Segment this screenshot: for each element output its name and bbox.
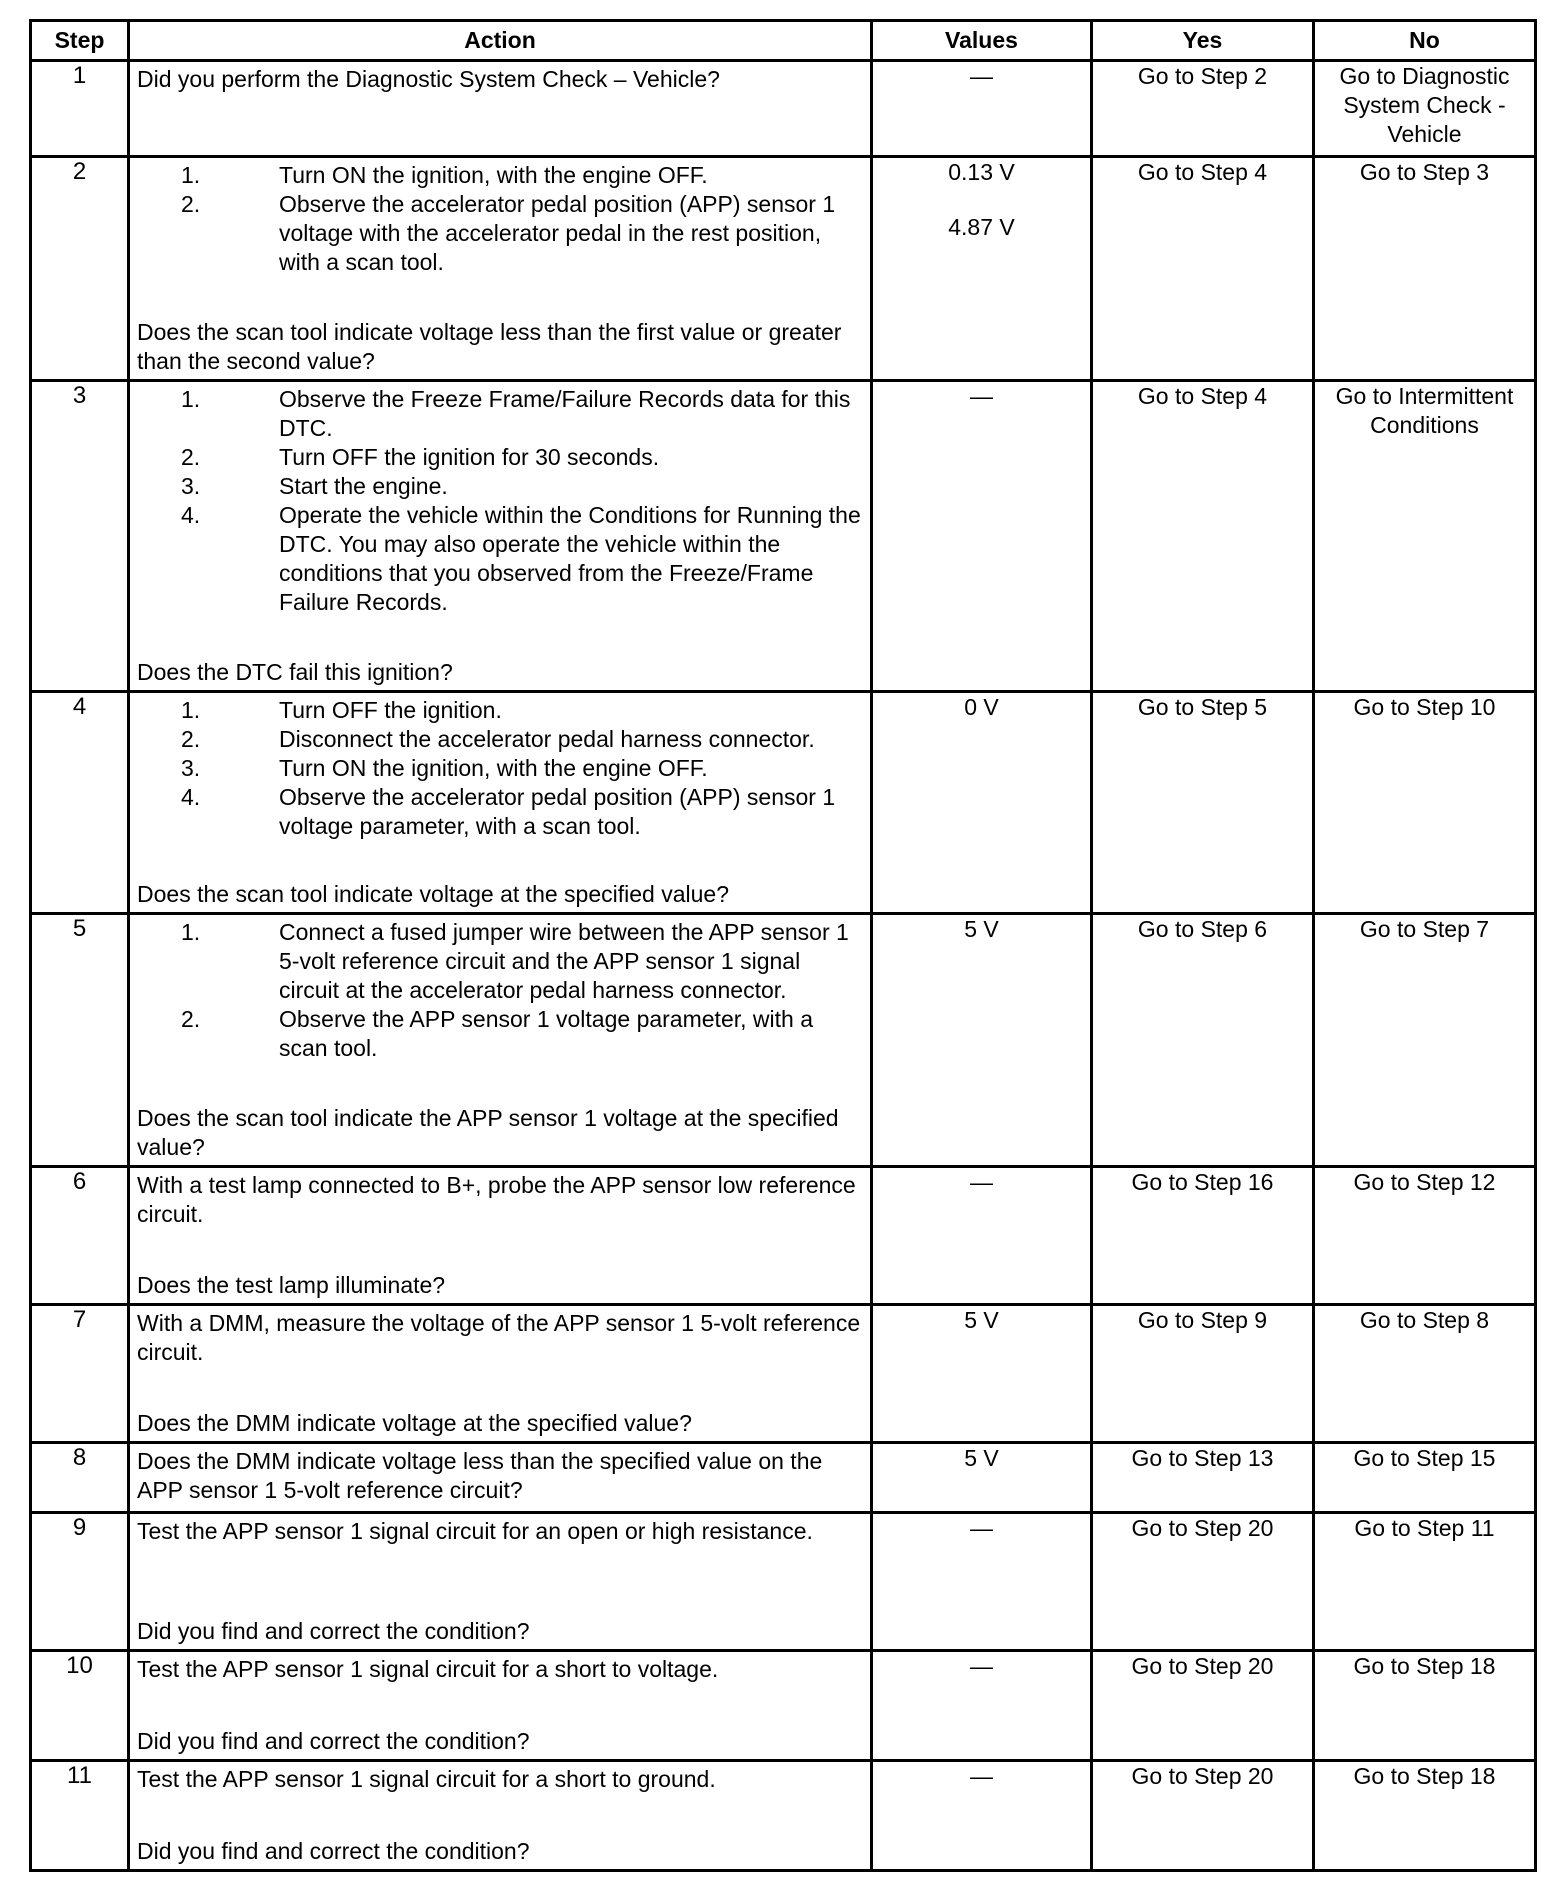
yes-cell[interactable]: Go to Step 20 xyxy=(1092,1651,1314,1761)
table-row xyxy=(31,157,1536,381)
table-row xyxy=(31,914,1536,1167)
value-text: — xyxy=(970,63,993,89)
yes-cell[interactable]: Go to Step 13 xyxy=(1092,1443,1314,1513)
values-cell xyxy=(872,1761,1092,1871)
step-number: 7 xyxy=(31,1305,129,1443)
action-step-number: 4. xyxy=(181,502,201,528)
yes-cell[interactable]: Go to Step 4 xyxy=(1092,381,1314,692)
yes-cell[interactable]: Go to Step 4 xyxy=(1092,157,1314,381)
table-row xyxy=(31,1305,1536,1443)
action-step-text: Disconnect the accelerator pedal harness connector. xyxy=(279,726,815,752)
step-number: 4 xyxy=(31,692,129,914)
action-step xyxy=(137,1005,864,1063)
action-text: Does the DMM indicate voltage less than the specified value on the APP sensor 1 5-volt reference circuit? xyxy=(137,1448,823,1503)
no-cell[interactable]: Go to Step 7 xyxy=(1314,914,1536,1167)
action-steps-list xyxy=(137,161,864,277)
action-question: Does the DTC fail this ignition? xyxy=(137,659,453,685)
step-number: 1 xyxy=(31,61,129,157)
action-step-text: Observe the Freeze Frame/Failure Records data for this DTC. xyxy=(279,386,851,441)
no-cell[interactable]: Go to Step 3 xyxy=(1314,157,1536,381)
action-step xyxy=(137,696,864,725)
header-no: No xyxy=(1314,21,1536,61)
values-cell xyxy=(872,61,1092,157)
action-step xyxy=(137,754,864,783)
value-text: — xyxy=(970,1653,993,1679)
no-cell[interactable]: Go to Diagnostic System Check - Vehicle xyxy=(1314,61,1536,157)
action-question: Does the test lamp illuminate? xyxy=(137,1272,446,1298)
header-action: Action xyxy=(129,21,872,61)
action-step xyxy=(137,501,864,617)
table-row xyxy=(31,692,1536,914)
step-number: 3 xyxy=(31,381,129,692)
header-values: Values xyxy=(872,21,1092,61)
value-text: — xyxy=(970,1169,993,1195)
action-step-number: 4. xyxy=(181,784,201,810)
action-step-number: 2. xyxy=(181,191,201,217)
action-cell xyxy=(129,1443,872,1513)
no-cell[interactable]: Go to Step 11 xyxy=(1314,1513,1536,1651)
action-step-number: 2. xyxy=(181,444,201,470)
action-cell xyxy=(129,692,872,914)
step-number: 11 xyxy=(31,1761,129,1871)
yes-cell[interactable]: Go to Step 20 xyxy=(1092,1761,1314,1871)
yes-cell[interactable]: Go to Step 5 xyxy=(1092,692,1314,914)
value-text: 0.13 V xyxy=(948,159,1015,185)
action-step-number: 3. xyxy=(181,755,201,781)
action-cell xyxy=(129,1167,872,1305)
action-step-text: Turn ON the ignition, with the engine OFF. xyxy=(279,162,708,188)
no-cell[interactable]: Go to Step 18 xyxy=(1314,1761,1536,1871)
table-row xyxy=(31,381,1536,692)
no-cell[interactable]: Go to Intermittent Conditions xyxy=(1314,381,1536,692)
value-text: 0 V xyxy=(964,694,999,720)
action-step xyxy=(137,472,864,501)
action-text: With a test lamp connected to B+, probe the APP sensor low reference circuit. xyxy=(137,1172,856,1227)
action-cell xyxy=(129,381,872,692)
table-row xyxy=(31,1167,1536,1305)
action-step-number: 1. xyxy=(181,386,201,412)
diagnostic-table xyxy=(29,19,1537,1872)
action-text: Test the APP sensor 1 signal circuit for a short to ground. xyxy=(137,1766,716,1792)
table-row xyxy=(31,1651,1536,1761)
action-step xyxy=(137,443,864,472)
action-question: Does the DMM indicate voltage at the specified value? xyxy=(137,1410,692,1436)
action-step xyxy=(137,725,864,754)
yes-cell[interactable]: Go to Step 9 xyxy=(1092,1305,1314,1443)
action-step-text: Observe the accelerator pedal position (APP) sensor 1 voltage parameter, with a scan tool. xyxy=(279,784,836,839)
table-row xyxy=(31,1443,1536,1513)
value-text: 5 V xyxy=(964,916,999,942)
action-question: Does the scan tool indicate voltage at the specified value? xyxy=(137,881,729,907)
action-steps-list xyxy=(137,918,864,1063)
no-cell[interactable]: Go to Step 10 xyxy=(1314,692,1536,914)
action-question: Did you find and correct the condition? xyxy=(137,1618,530,1644)
action-steps-list xyxy=(137,385,864,617)
action-cell xyxy=(129,914,872,1167)
action-text: Did you perform the Diagnostic System Check – Vehicle? xyxy=(137,66,720,92)
yes-cell[interactable]: Go to Step 20 xyxy=(1092,1513,1314,1651)
action-text: Test the APP sensor 1 signal circuit for a short to voltage. xyxy=(137,1656,719,1682)
step-number: 6 xyxy=(31,1167,129,1305)
action-cell xyxy=(129,157,872,381)
action-cell xyxy=(129,1305,872,1443)
values-cell xyxy=(872,1167,1092,1305)
action-question: Did you find and correct the condition? xyxy=(137,1728,530,1754)
value-text: 5 V xyxy=(964,1445,999,1471)
no-cell[interactable]: Go to Step 18 xyxy=(1314,1651,1536,1761)
action-question: Does the scan tool indicate voltage less than the first value or greater than the second value? xyxy=(137,319,842,374)
value-text: 5 V xyxy=(964,1307,999,1333)
values-cell xyxy=(872,157,1092,381)
action-step xyxy=(137,190,864,277)
value-text: — xyxy=(970,383,993,409)
action-text: Test the APP sensor 1 signal circuit for an open or high resistance. xyxy=(137,1518,813,1544)
action-step xyxy=(137,918,864,1005)
action-step-number: 1. xyxy=(181,697,201,723)
action-cell xyxy=(129,1761,872,1871)
value-text: — xyxy=(970,1515,993,1541)
values-cell xyxy=(872,1651,1092,1761)
action-step-text: Operate the vehicle within the Conditions for Running the DTC. You may also operate the vehicle within the conditions that you observed from the Freeze/Frame Failure Records. xyxy=(279,502,861,615)
value-text: 4.87 V xyxy=(948,214,1015,240)
action-step-text: Start the engine. xyxy=(279,473,448,499)
yes-cell[interactable]: Go to Step 6 xyxy=(1092,914,1314,1167)
action-step-number: 1. xyxy=(181,919,201,945)
action-step-number: 3. xyxy=(181,473,201,499)
no-cell[interactable]: Go to Step 12 xyxy=(1314,1167,1536,1305)
step-number: 5 xyxy=(31,914,129,1167)
header-step: Step xyxy=(31,21,129,61)
action-step-number: 2. xyxy=(181,726,201,752)
action-cell xyxy=(129,1651,872,1761)
table-row xyxy=(31,1513,1536,1651)
action-cell xyxy=(129,1513,872,1651)
header-row xyxy=(31,21,1536,61)
step-number: 8 xyxy=(31,1443,129,1513)
values-cell xyxy=(872,1513,1092,1651)
values-cell xyxy=(872,914,1092,1167)
values-cell xyxy=(872,381,1092,692)
table-row xyxy=(31,61,1536,157)
action-cell xyxy=(129,61,872,157)
action-text: With a DMM, measure the voltage of the APP sensor 1 5-volt reference circuit. xyxy=(137,1310,861,1365)
no-cell[interactable]: Go to Step 8 xyxy=(1314,1305,1536,1443)
step-number: 2 xyxy=(31,157,129,381)
action-step-text: Observe the accelerator pedal position (APP) sensor 1 voltage with the accelerator pedal in the rest position, with a scan tool. xyxy=(279,191,836,275)
yes-cell[interactable]: Go to Step 16 xyxy=(1092,1167,1314,1305)
header-yes: Yes xyxy=(1092,21,1314,61)
table-row xyxy=(31,1761,1536,1871)
yes-cell[interactable]: Go to Step 2 xyxy=(1092,61,1314,157)
action-question: Did you find and correct the condition? xyxy=(137,1838,530,1864)
action-step xyxy=(137,161,864,190)
step-number: 9 xyxy=(31,1513,129,1651)
values-cell xyxy=(872,692,1092,914)
action-step-text: Observe the APP sensor 1 voltage parameter, with a scan tool. xyxy=(279,1006,813,1061)
action-step-number: 1. xyxy=(181,162,201,188)
action-step xyxy=(137,783,864,841)
action-step-text: Turn ON the ignition, with the engine OFF. xyxy=(279,755,708,781)
action-question: Does the scan tool indicate the APP sensor 1 voltage at the specified value? xyxy=(137,1105,839,1160)
no-cell[interactable]: Go to Step 15 xyxy=(1314,1443,1536,1513)
action-step xyxy=(137,385,864,443)
action-step-text: Turn OFF the ignition. xyxy=(279,697,502,723)
action-step-text: Turn OFF the ignition for 30 seconds. xyxy=(279,444,660,470)
action-step-text: Connect a fused jumper wire between the APP sensor 1 5-volt reference circuit and the APP sensor 1 signal circuit at the accelerator pedal harness connector. xyxy=(279,919,849,1003)
action-step-number: 2. xyxy=(181,1006,201,1032)
action-steps-list xyxy=(137,696,864,841)
values-cell xyxy=(872,1305,1092,1443)
values-cell xyxy=(872,1443,1092,1513)
value-text: — xyxy=(970,1763,993,1789)
step-number: 10 xyxy=(31,1651,129,1761)
